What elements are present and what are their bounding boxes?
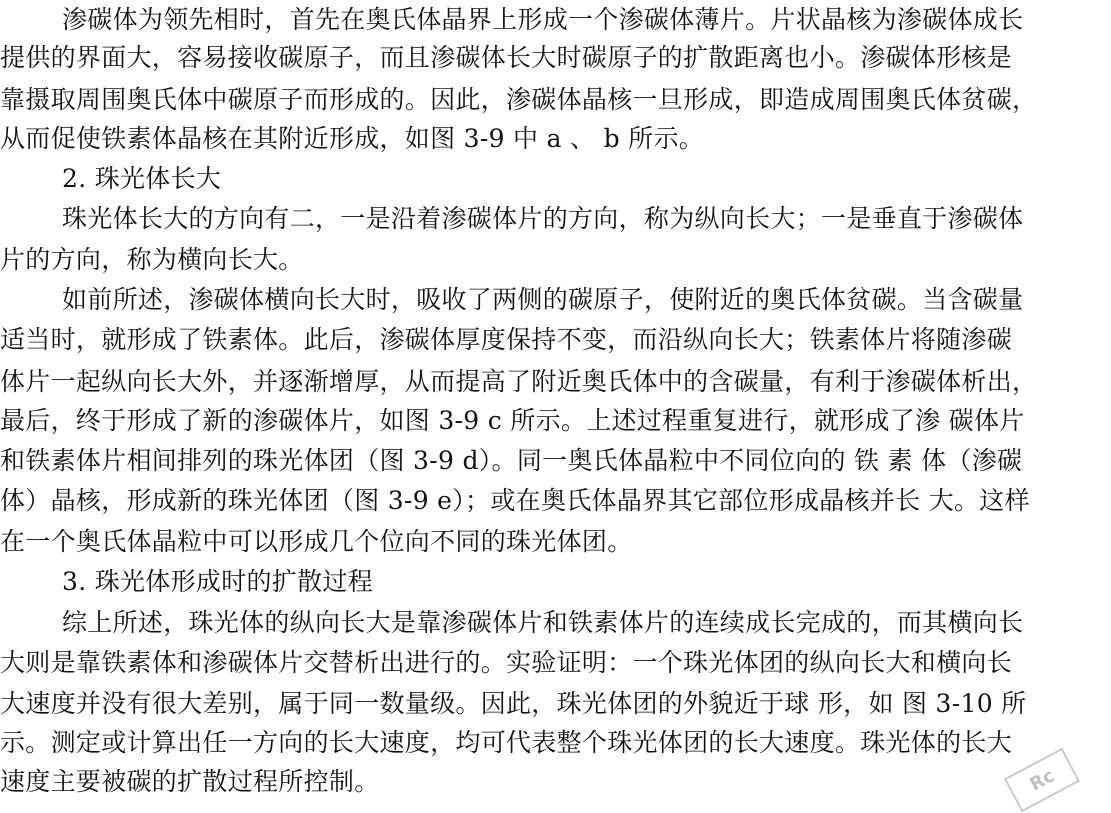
text-line-1: 渗碳体为领先相时，首先在奥氏体晶界上形成一个渗碳体薄片。片状晶核为渗碳体成长 bbox=[62, 5, 1024, 34]
text-line-18: 大速度并没有很大差别，属于同一数量级。因此，珠光体团的外貌近于球 形，如 图 3-10 所 bbox=[0, 689, 1027, 718]
text-line-9: 适当时，就形成了铁素体。此后，渗碳体厚度保持不变，而沿纵向长大；铁素体片将随渗碳 bbox=[0, 325, 1013, 354]
text-line-11: 最后，终于形成了新的渗碳体片，如图 3-9 c 所示。上述过程重复进行，就形成了渗 碳体片 bbox=[0, 406, 1025, 435]
text-line-2: 提供的界面大，容易接收碳原子，而且渗碳体长大时碳原子的扩散距离也小。渗碳体形核是 bbox=[0, 43, 1013, 72]
text-line-14: 在一个奥氏体晶粒中可以形成几个位向不同的珠光体团。 bbox=[0, 527, 633, 556]
text-line-20: 速度主要被碳的扩散过程所控制。 bbox=[0, 767, 380, 796]
text-line-3: 靠摄取周围奥氏体中碳原子而形成的。因此，渗碳体晶核一旦形成，即造成周围奥氏体贫碳， bbox=[0, 85, 1038, 114]
text-line-13: 体）晶核，形成新的珠光体团（图 3-9 e）；或在奥氏体晶界其它部位形成晶核并长 大。这样 bbox=[0, 486, 1030, 515]
text-line-16: 综上所述，珠光体的纵向长大是靠渗碳体片和铁素体片的连续成长完成的，而其横向长 bbox=[62, 608, 1024, 637]
text-line-4: 从而促使铁素体晶核在其附近形成，如图 3-9 中 a 、 b 所示。 bbox=[0, 124, 705, 153]
text-line-10: 体片一起纵向长大外，并逐渐增厚，从而提高了附近奥氏体中的含碳量，有利于渗碳体析出， bbox=[0, 367, 1038, 396]
section-heading-2: 2. 珠光体长大 bbox=[62, 164, 222, 193]
section-heading-3: 3. 珠光体形成时的扩散过程 bbox=[62, 567, 374, 596]
text-line-12: 和铁素体片相间排列的珠光体团（图 3-9 d）。同一奥氏体晶粒中不同位向的 铁 素 体（渗碳 bbox=[0, 446, 1023, 475]
text-line-7: 片的方向，称为横向长大。 bbox=[0, 245, 304, 274]
watermark-stamp: Rc bbox=[1004, 748, 1080, 813]
text-line-17: 大则是靠铁素体和渗碳体片交替析出进行的。实验证明：一个珠光体团的纵向长大和横向长 bbox=[0, 648, 1013, 677]
text-line-6: 珠光体长大的方向有二，一是沿着渗碳体片的方向，称为纵向长大；一是垂直于渗碳体 bbox=[62, 204, 1024, 233]
text-line-8: 如前所述，渗碳体横向长大时，吸收了两侧的碳原子，使附近的奥氏体贫碳。当含碳量 bbox=[62, 285, 1024, 314]
text-line-19: 示。测定或计算出任一方向的长大速度，均可代表整个珠光体团的长大速度。珠光体的长大 bbox=[0, 728, 1013, 757]
